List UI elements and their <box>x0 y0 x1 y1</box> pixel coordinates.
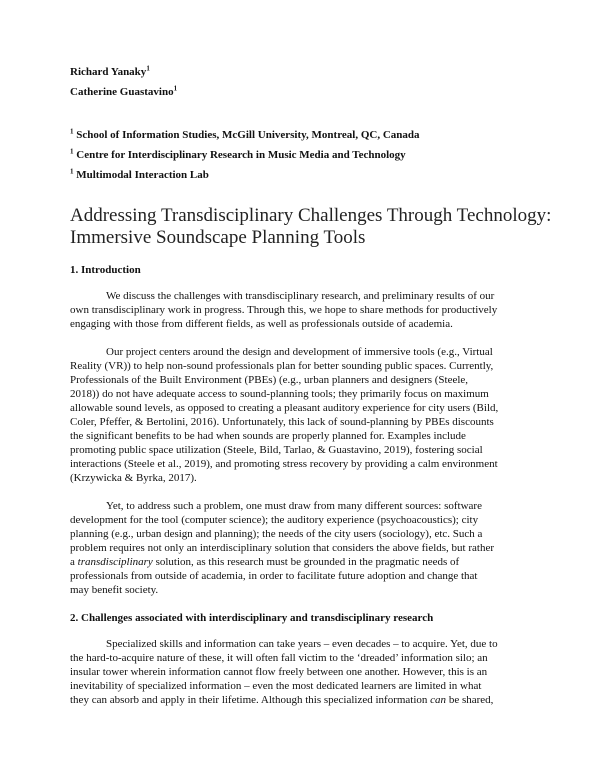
affiliation-2-sup: 1 <box>70 147 74 156</box>
section-1-paragraph-2 <box>70 345 540 485</box>
author-2-sup: 1 <box>173 84 178 93</box>
affiliation-3-text: Multimodal Interaction Lab <box>76 169 209 181</box>
text-line: the significant benefits to be had when sounds are properly planned for. Examples include <box>70 430 466 442</box>
text-line: engaging with those from different fields, as well as professionals outside of academia. <box>70 318 453 330</box>
text-line: Specialized skills and information can take years – even decades – to acquire. Yet, due to <box>106 638 498 650</box>
affiliation-1-text: School of Information Studies, McGill University, Montreal, QC, Canada <box>76 129 420 141</box>
author-list <box>70 62 540 102</box>
section-1-paragraph-3 <box>70 499 540 597</box>
affiliation-list <box>70 125 540 185</box>
section-1-heading: 1. Introduction <box>70 264 141 276</box>
paper-title-line-1: Addressing Transdisciplinary Challenges Through Technology: <box>70 205 552 226</box>
text-line <box>70 555 540 569</box>
text-line: professionals from outside of academia, in order to facilitate future adoption and change that <box>70 570 478 582</box>
author-2-name: Catherine Guastavino <box>70 86 174 98</box>
text-line: may benefit society. <box>70 584 159 596</box>
affiliation-3-sup: 1 <box>70 167 74 176</box>
text-run: be shared, <box>446 694 494 706</box>
text-line: own transdisciplinary work in progress. Through this, we hope to share methods for productively <box>70 304 498 316</box>
affiliation-1 <box>70 125 540 145</box>
emphasis-text: can <box>430 694 447 706</box>
text-run: a <box>70 556 78 568</box>
text-line: inevitability of specialized information – even the most dedicated learners are limited in what <box>70 680 482 692</box>
affiliation-1-sup: 1 <box>70 127 74 136</box>
text-line: development for the tool (computer science); the auditory experience (psychoacoustics); city <box>70 514 479 526</box>
text-line: problem requires not only an interdisciplinary solution that considers the above fields, but rather <box>70 542 495 554</box>
text-line: Coler, Pfeffer, & Bertolini, 2016). Unfortunately, this lack of sound-planning by PBEs discounts <box>70 416 494 428</box>
affiliation-2 <box>70 145 540 165</box>
paper-title-line-2: Immersive Soundscape Planning Tools <box>70 227 366 248</box>
text-line: 2018)) do not have adequate access to sound-planning tools; they primarily focus on maximum <box>70 388 489 400</box>
text-line: allowable sound levels, as opposed to creating a pleasant auditory experience for city users (Bild, <box>70 402 499 414</box>
author-1-name: Richard Yanaky <box>70 66 147 78</box>
text-line: Reality (VR)) to help non-sound professionals plan for better sounding public spaces. Currently, <box>70 360 494 372</box>
text-line: We discuss the challenges with transdisciplinary research, and preliminary results of our <box>106 290 495 302</box>
text-line: the hard-to-acquire nature of these, it will often fall victim to the ‘dreaded’ information silo; an <box>70 652 488 664</box>
text-line: planning (e.g., urban design and planning); the needs of the city users (sociology), etc. Such a <box>70 528 483 540</box>
section-1-paragraph-1 <box>70 289 540 331</box>
text-run: they can absorb and apply in their lifetime. Although this specialized information <box>70 694 431 706</box>
text-line: Yet, to address such a problem, one must draw from many different sources: software <box>106 500 482 512</box>
document-page <box>70 62 552 721</box>
author-1 <box>70 62 540 82</box>
affiliation-2-text: Centre for Interdisciplinary Research in Music Media and Technology <box>76 149 406 161</box>
affiliation-3 <box>70 165 540 185</box>
text-line: interactions (Steele et al., 2019), and promoting stress recovery by providing a calm environment <box>70 458 498 470</box>
section-2-heading: 2. Challenges associated with interdisciplinary and transdisciplinary research <box>70 612 434 624</box>
text-line: insular tower wherein information cannot flow freely between one another. However, this is an <box>70 666 488 678</box>
author-2 <box>70 82 540 102</box>
text-line: Our project centers around the design and development of immersive tools (e.g., Virtual <box>106 346 493 358</box>
emphasis-text: transdisciplinary <box>77 556 153 568</box>
text-line: promoting public space utilization (Steele, Bild, Tarlao, & Guastavino, 2019), fostering social <box>70 444 483 456</box>
text-line <box>70 693 540 707</box>
section-2-paragraph-1 <box>70 637 540 707</box>
text-line: (Krzywicka & Byrka, 2017). <box>70 472 197 484</box>
text-run: solution, as this research must be grounded in the pragmatic needs of <box>152 556 460 568</box>
text-line: Professionals of the Built Environment (PBEs) (e.g., urban planners and designers (Steele, <box>70 374 469 386</box>
paper-title <box>70 205 552 249</box>
author-1-sup: 1 <box>146 64 150 73</box>
